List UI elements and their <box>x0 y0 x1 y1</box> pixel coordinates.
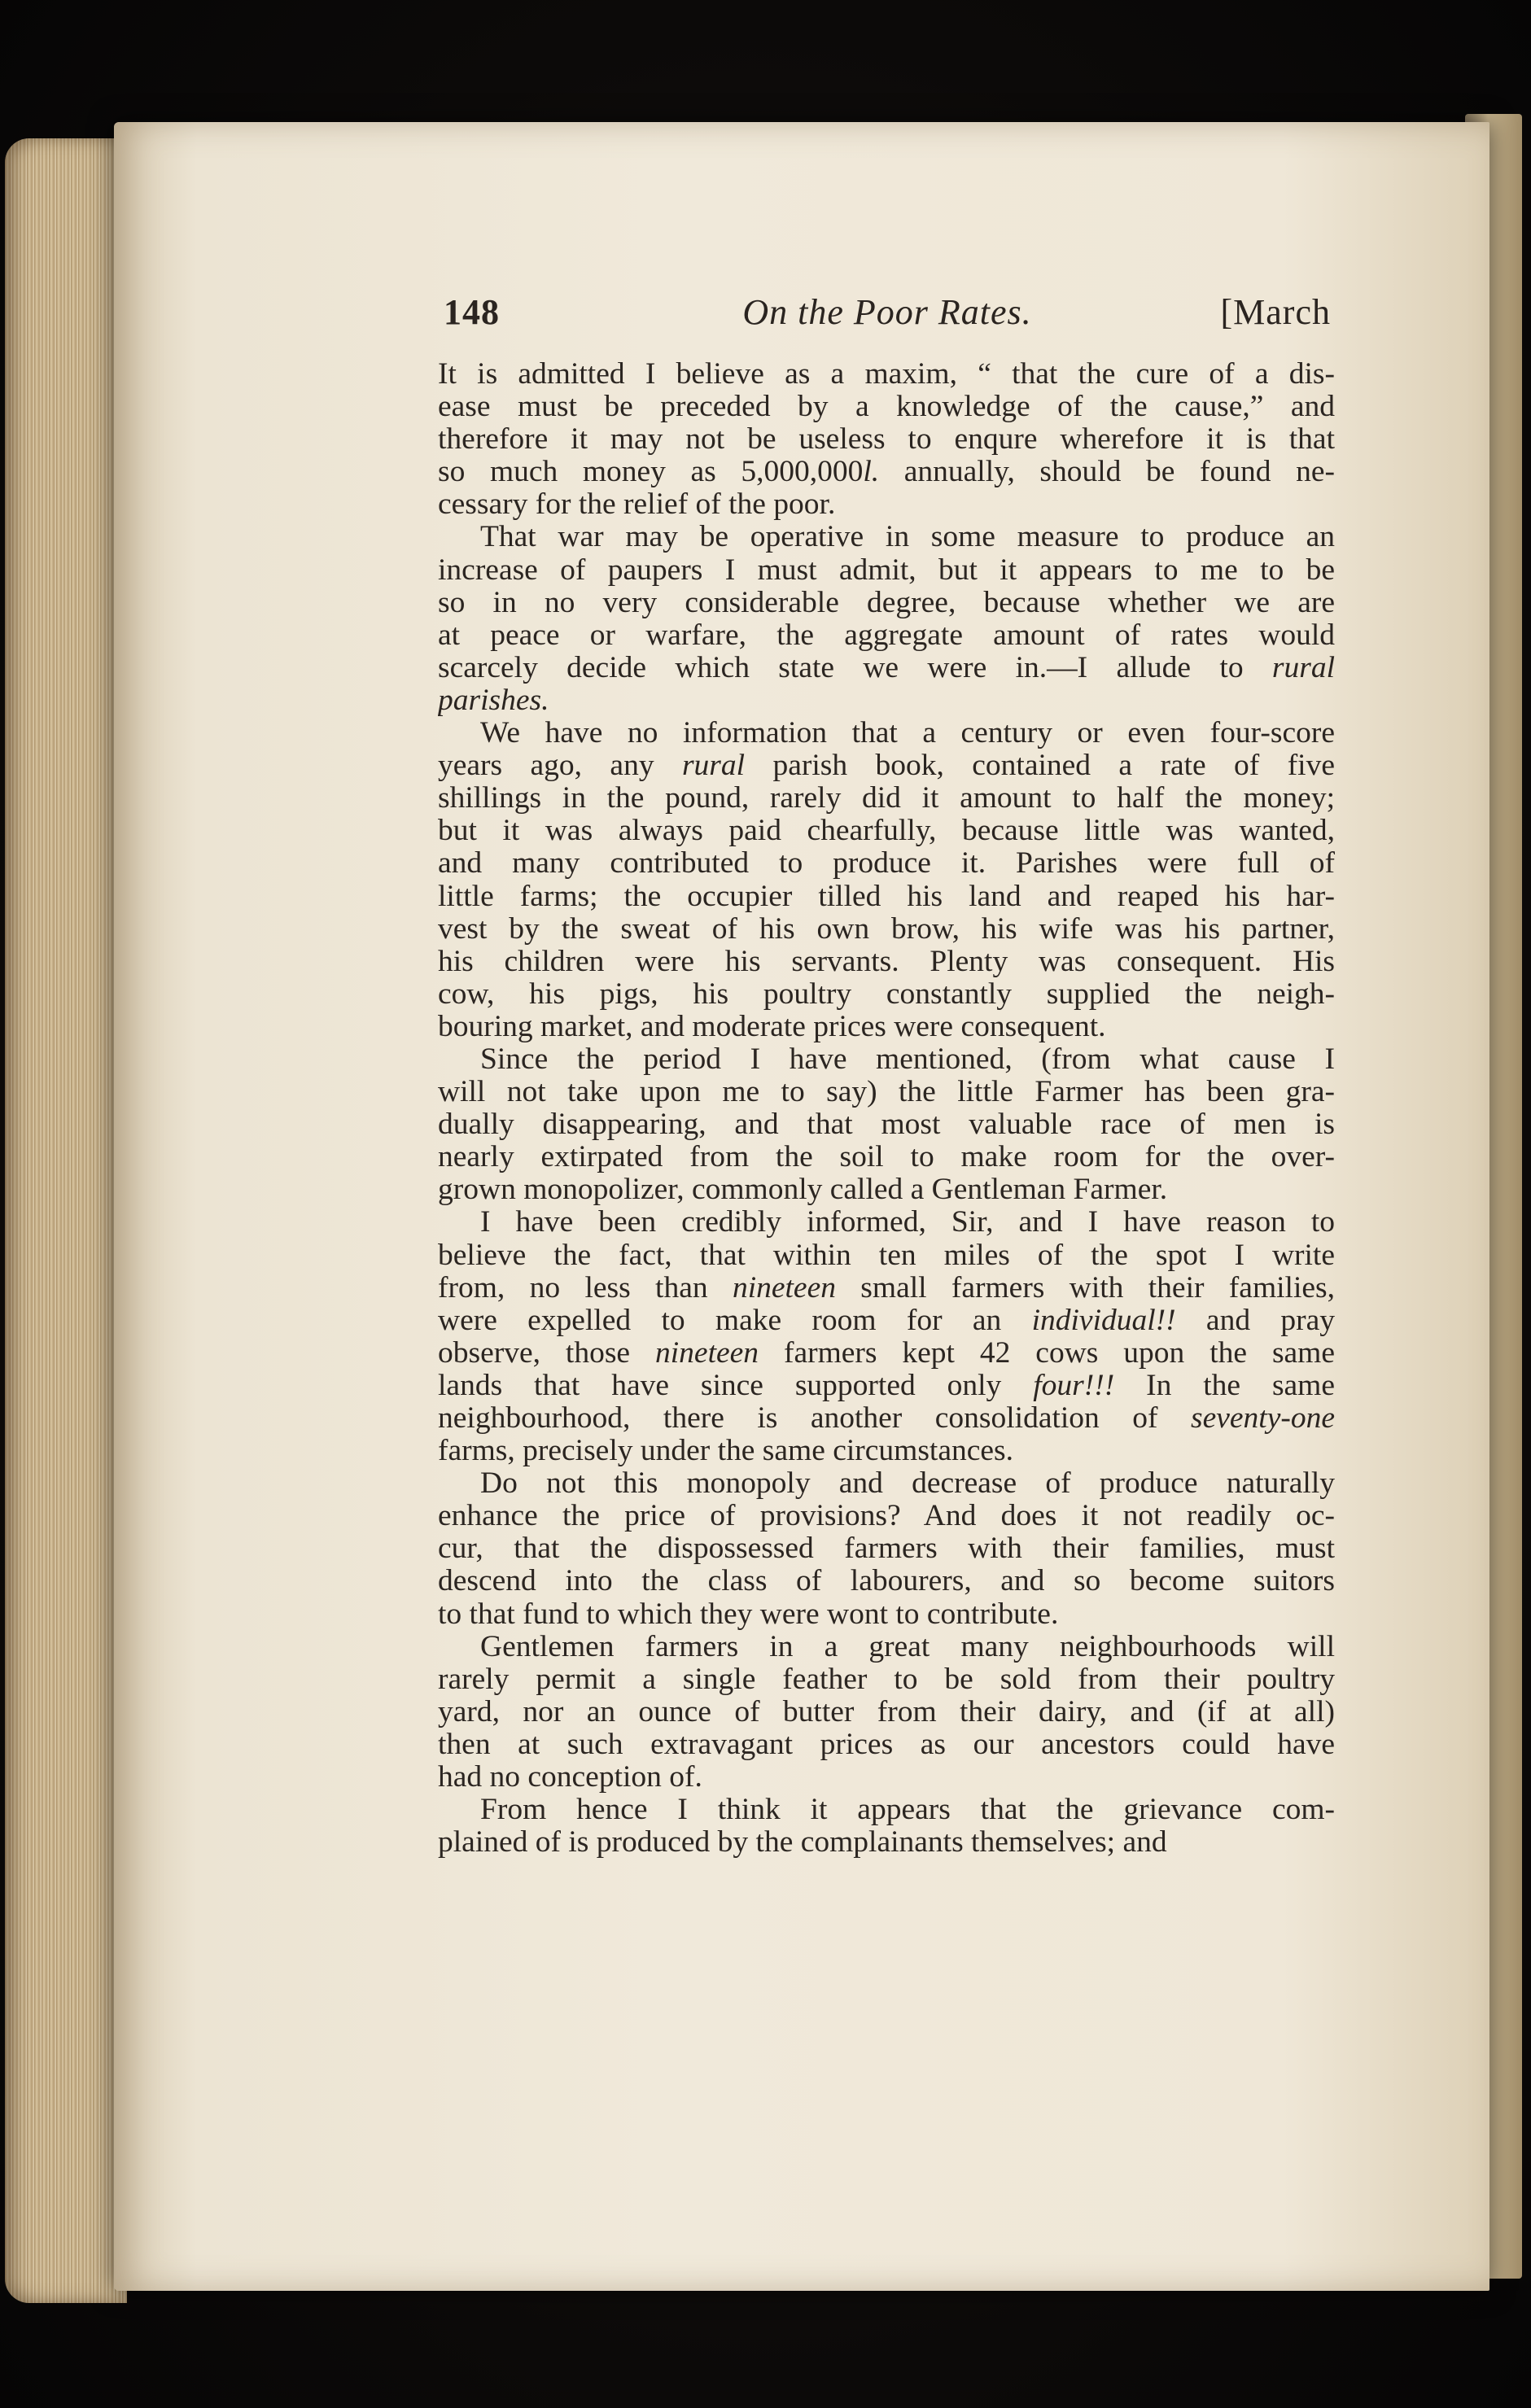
text-line: lands that have since supported only four!!! In the same <box>438 1369 1335 1402</box>
text-line: to that fund to which they were wont to contribute. <box>438 1597 1059 1631</box>
text-line: and many contributed to produce it. Parishes were full of <box>438 847 1335 881</box>
text-line: had no conception of. <box>438 1761 702 1794</box>
text-line: little farms; the occupier tilled his land and reaped his har- <box>438 880 1335 913</box>
paragraph <box>438 1206 1335 1467</box>
text-line: scarcely decide which state we were in.—I allude to rural <box>438 651 1335 684</box>
text-line: ease must be preceded by a knowledge of the cause,” and <box>438 391 1335 424</box>
text-line: shillings in the pound, rarely did it amount to half the money; <box>438 782 1335 815</box>
paragraph <box>438 1631 1335 1794</box>
text-line: parishes. <box>438 684 549 717</box>
text-line: nearly extirpated from the soil to make room for the over- <box>438 1141 1335 1174</box>
text-line: It is admitted I believe as a maxim, “ that the cure of a dis- <box>438 358 1335 391</box>
text-line: Do not this monopoly and decrease of produce naturally <box>480 1467 1335 1501</box>
text-line: his children were his servants. Plenty was consequent. His <box>438 945 1335 978</box>
text-line: years ago, any rural parish book, contained a rate of five <box>438 749 1335 783</box>
running-header-month: [March <box>1220 292 1331 332</box>
book-page-edges <box>5 138 127 2303</box>
article-body <box>438 358 1335 1859</box>
text-line: neighbourhood, there is another consolidation of seventy-one <box>438 1402 1335 1435</box>
text-line: observe, those nineteen farmers kept 42 cows upon the same <box>438 1336 1335 1370</box>
paragraph <box>438 717 1335 1043</box>
text-line: at peace or warfare, the aggregate amount of rates would <box>438 618 1335 652</box>
text-line: grown monopolizer, commonly called a Gentleman Farmer. <box>438 1173 1168 1207</box>
text-line: Gentlemen farmers in a great many neighbourhoods will <box>480 1630 1335 1663</box>
text-line: but it was always paid chearfully, because little was wanted, <box>438 815 1335 848</box>
text-line: Since the period I have mentioned, (from what cause I <box>480 1042 1335 1076</box>
text-line: descend into the class of labourers, and so become suitors <box>438 1565 1335 1598</box>
page-number: 148 <box>444 292 500 332</box>
text-line: then at such extravagant prices as our ancestors could have <box>438 1728 1335 1761</box>
text-line: believe the fact, that within ten miles of the spot I write <box>438 1239 1335 1272</box>
text-line: enhance the price of provisions? And does it not readily oc- <box>438 1500 1335 1533</box>
paragraph <box>438 1043 1335 1206</box>
text-line: so in no very considerable degree, because whether we are <box>438 586 1335 619</box>
text-line: will not take upon me to say) the little Farmer has been gra- <box>438 1076 1335 1109</box>
paragraph <box>438 521 1335 717</box>
text-line: so much money as 5,000,000l. annually, should be found ne- <box>438 456 1335 489</box>
text-line: increase of paupers I must admit, but it appears to me to be <box>438 553 1335 587</box>
text-line: from, no less than nineteen small farmers with their families, <box>438 1271 1335 1305</box>
running-header <box>444 291 1331 340</box>
text-line: cow, his pigs, his poultry constantly supplied the neigh- <box>438 977 1335 1011</box>
text-line: cur, that the dispossessed farmers with their families, must <box>438 1532 1335 1566</box>
text-line: dually disappearing, and that most valuable race of men is <box>438 1108 1335 1142</box>
text-line: From hence I think it appears that the grievance com- <box>480 1794 1335 1827</box>
text-line: cessary for the relief of the poor. <box>438 488 836 522</box>
text-line: bouring market, and moderate prices were consequent. <box>438 1010 1106 1043</box>
paragraph <box>438 1467 1335 1630</box>
text-line: were expelled to make room for an individual!! and pray <box>438 1304 1335 1337</box>
text-line: vest by the sweat of his own brow, his wife was his partner, <box>438 912 1335 946</box>
text-line: rarely permit a single feather to be sold from their poultry <box>438 1663 1335 1696</box>
text-line: plained of is produced by the complainants themselves; and <box>438 1826 1167 1860</box>
text-line: therefore it may not be useless to enqure wherefore it is that <box>438 423 1335 457</box>
paragraph <box>438 1794 1335 1859</box>
text-line: farms, precisely under the same circumstances. <box>438 1435 1014 1468</box>
paragraph <box>438 358 1335 521</box>
running-title: On the Poor Rates. <box>742 292 1032 332</box>
text-line: We have no information that a century or even four-score <box>480 717 1335 750</box>
text-line: yard, nor an ounce of butter from their dairy, and (if at all) <box>438 1695 1335 1728</box>
text-line: I have been credibly informed, Sir, and I have reason to <box>480 1206 1335 1239</box>
text-line: That war may be operative in some measure to produce an <box>480 521 1335 554</box>
